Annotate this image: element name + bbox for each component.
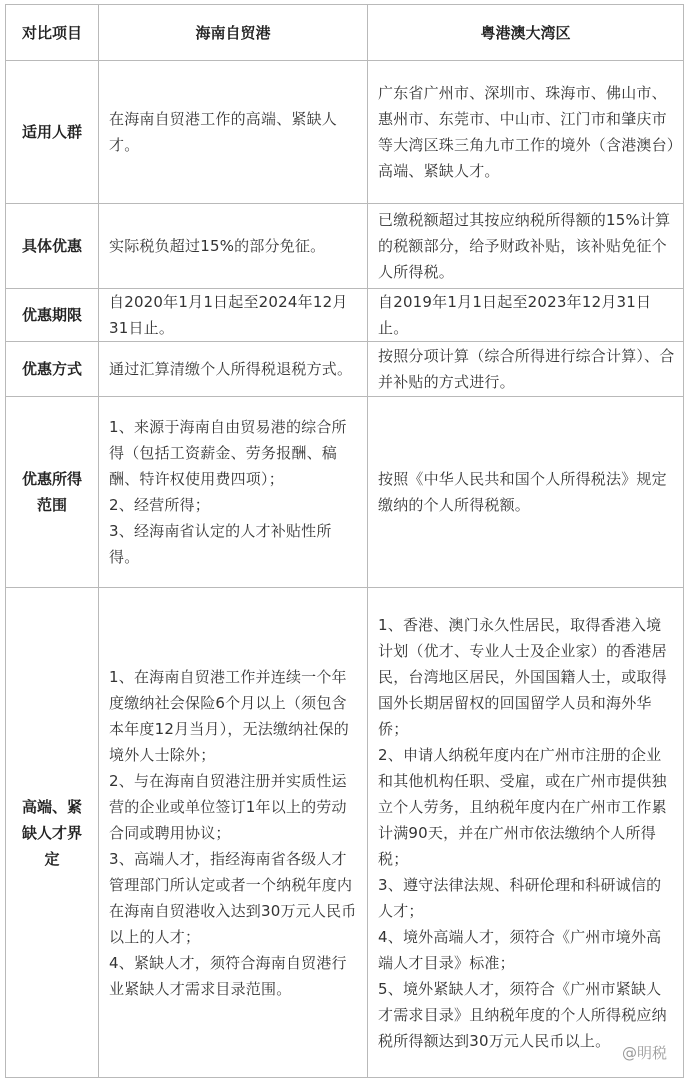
cell-gba: 广东省广州市、深圳市、珠海市、佛山市、惠州市、东莞市、中山市、江门市和肇庆市等大湾区珠三角九市工作的境外（含港澳台）高端、紧缺人才。 <box>368 61 684 204</box>
cell-hainan: 实际税负超过15%的部分免征。 <box>99 204 368 289</box>
table-row <box>6 588 684 1078</box>
cell-gba: 按照分项计算（综合所得进行综合计算）、合并补贴的方式进行。 <box>368 342 684 397</box>
row-label: 优惠期限 <box>6 289 99 342</box>
cell-hainan: 自2020年1月1日起至2024年12月31日止。 <box>99 289 368 342</box>
cell-hainan: 在海南自贸港工作的高端、紧缺人才。 <box>99 61 368 204</box>
row-label: 优惠方式 <box>6 342 99 397</box>
cell-gba: 自2019年1月1日起至2023年12月31日止。 <box>368 289 684 342</box>
table-row <box>6 61 684 204</box>
cell-gba: 已缴税额超过其按应纳税所得额的15%计算的税额部分，给予财政补贴，该补贴免征个人所得税。 <box>368 204 684 289</box>
cell-hainan: 通过汇算清缴个人所得税退税方式。 <box>99 342 368 397</box>
header-item: 对比项目 <box>6 5 99 61</box>
header-gba: 粤港澳大湾区 <box>368 5 684 61</box>
table-row <box>6 342 684 397</box>
cell-gba: 1、香港、澳门永久性居民，取得香港入境计划（优才、专业人士及企业家）的香港居民，台湾地区居民，外国国籍人士，或取得国外长期居留权的回国留学人员和海外华侨； 2、申请人纳税年度内在广州市注册的企业和其他机构任职、受雇，或在广州市提供独立个人劳务，且纳税年度内在广州市工作累计满90天，并在广州市依法缴纳个人所得税； 3、遵守法律法规、科研伦理和科研诚信的人才； 4、境外高端人才，须符合《广州市境外高端人才目录》标准； 5、境外紧缺人才，须符合《广州市紧缺人才需求目录》且纳税年度的个人所得税应纳税所得额达到30万元人民币以上。 <box>368 588 684 1078</box>
row-label: 适用人群 <box>6 61 99 204</box>
header-row <box>6 5 684 61</box>
row-label: 高端、紧 缺人才界 定 <box>6 588 99 1078</box>
table-row <box>6 289 684 342</box>
cell-hainan: 1、在海南自贸港工作并连续一个年度缴纳社会保险6个月以上（须包含本年度12月当月），无法缴纳社保的境外人士除外； 2、与在海南自贸港注册并实质性运营的企业或单位签订1年以上的劳动合同或聘用协议； 3、高端人才，指经海南省各级人才管理部门所认定或者一个纳税年度内在海南自贸港收入达到30万元人民币以上的人才； 4、紧缺人才，须符合海南自贸港行业紧缺人才需求目录范围。 <box>99 588 368 1078</box>
cell-hainan: 1、来源于海南自由贸易港的综合所得（包括工资薪金、劳务报酬、稿酬、特许权使用费四项）； 2、经营所得； 3、经海南省认定的人才补贴性所得。 <box>99 397 368 588</box>
table-row <box>6 397 684 588</box>
comparison-table <box>5 4 684 1078</box>
header-hainan: 海南自贸港 <box>99 5 368 61</box>
row-label: 具体优惠 <box>6 204 99 289</box>
cell-gba: 按照《中华人民共和国个人所得税法》规定缴纳的个人所得税额。 <box>368 397 684 588</box>
row-label: 优惠所得 范围 <box>6 397 99 588</box>
watermark: @明税 <box>621 1044 667 1062</box>
table-row <box>6 204 684 289</box>
